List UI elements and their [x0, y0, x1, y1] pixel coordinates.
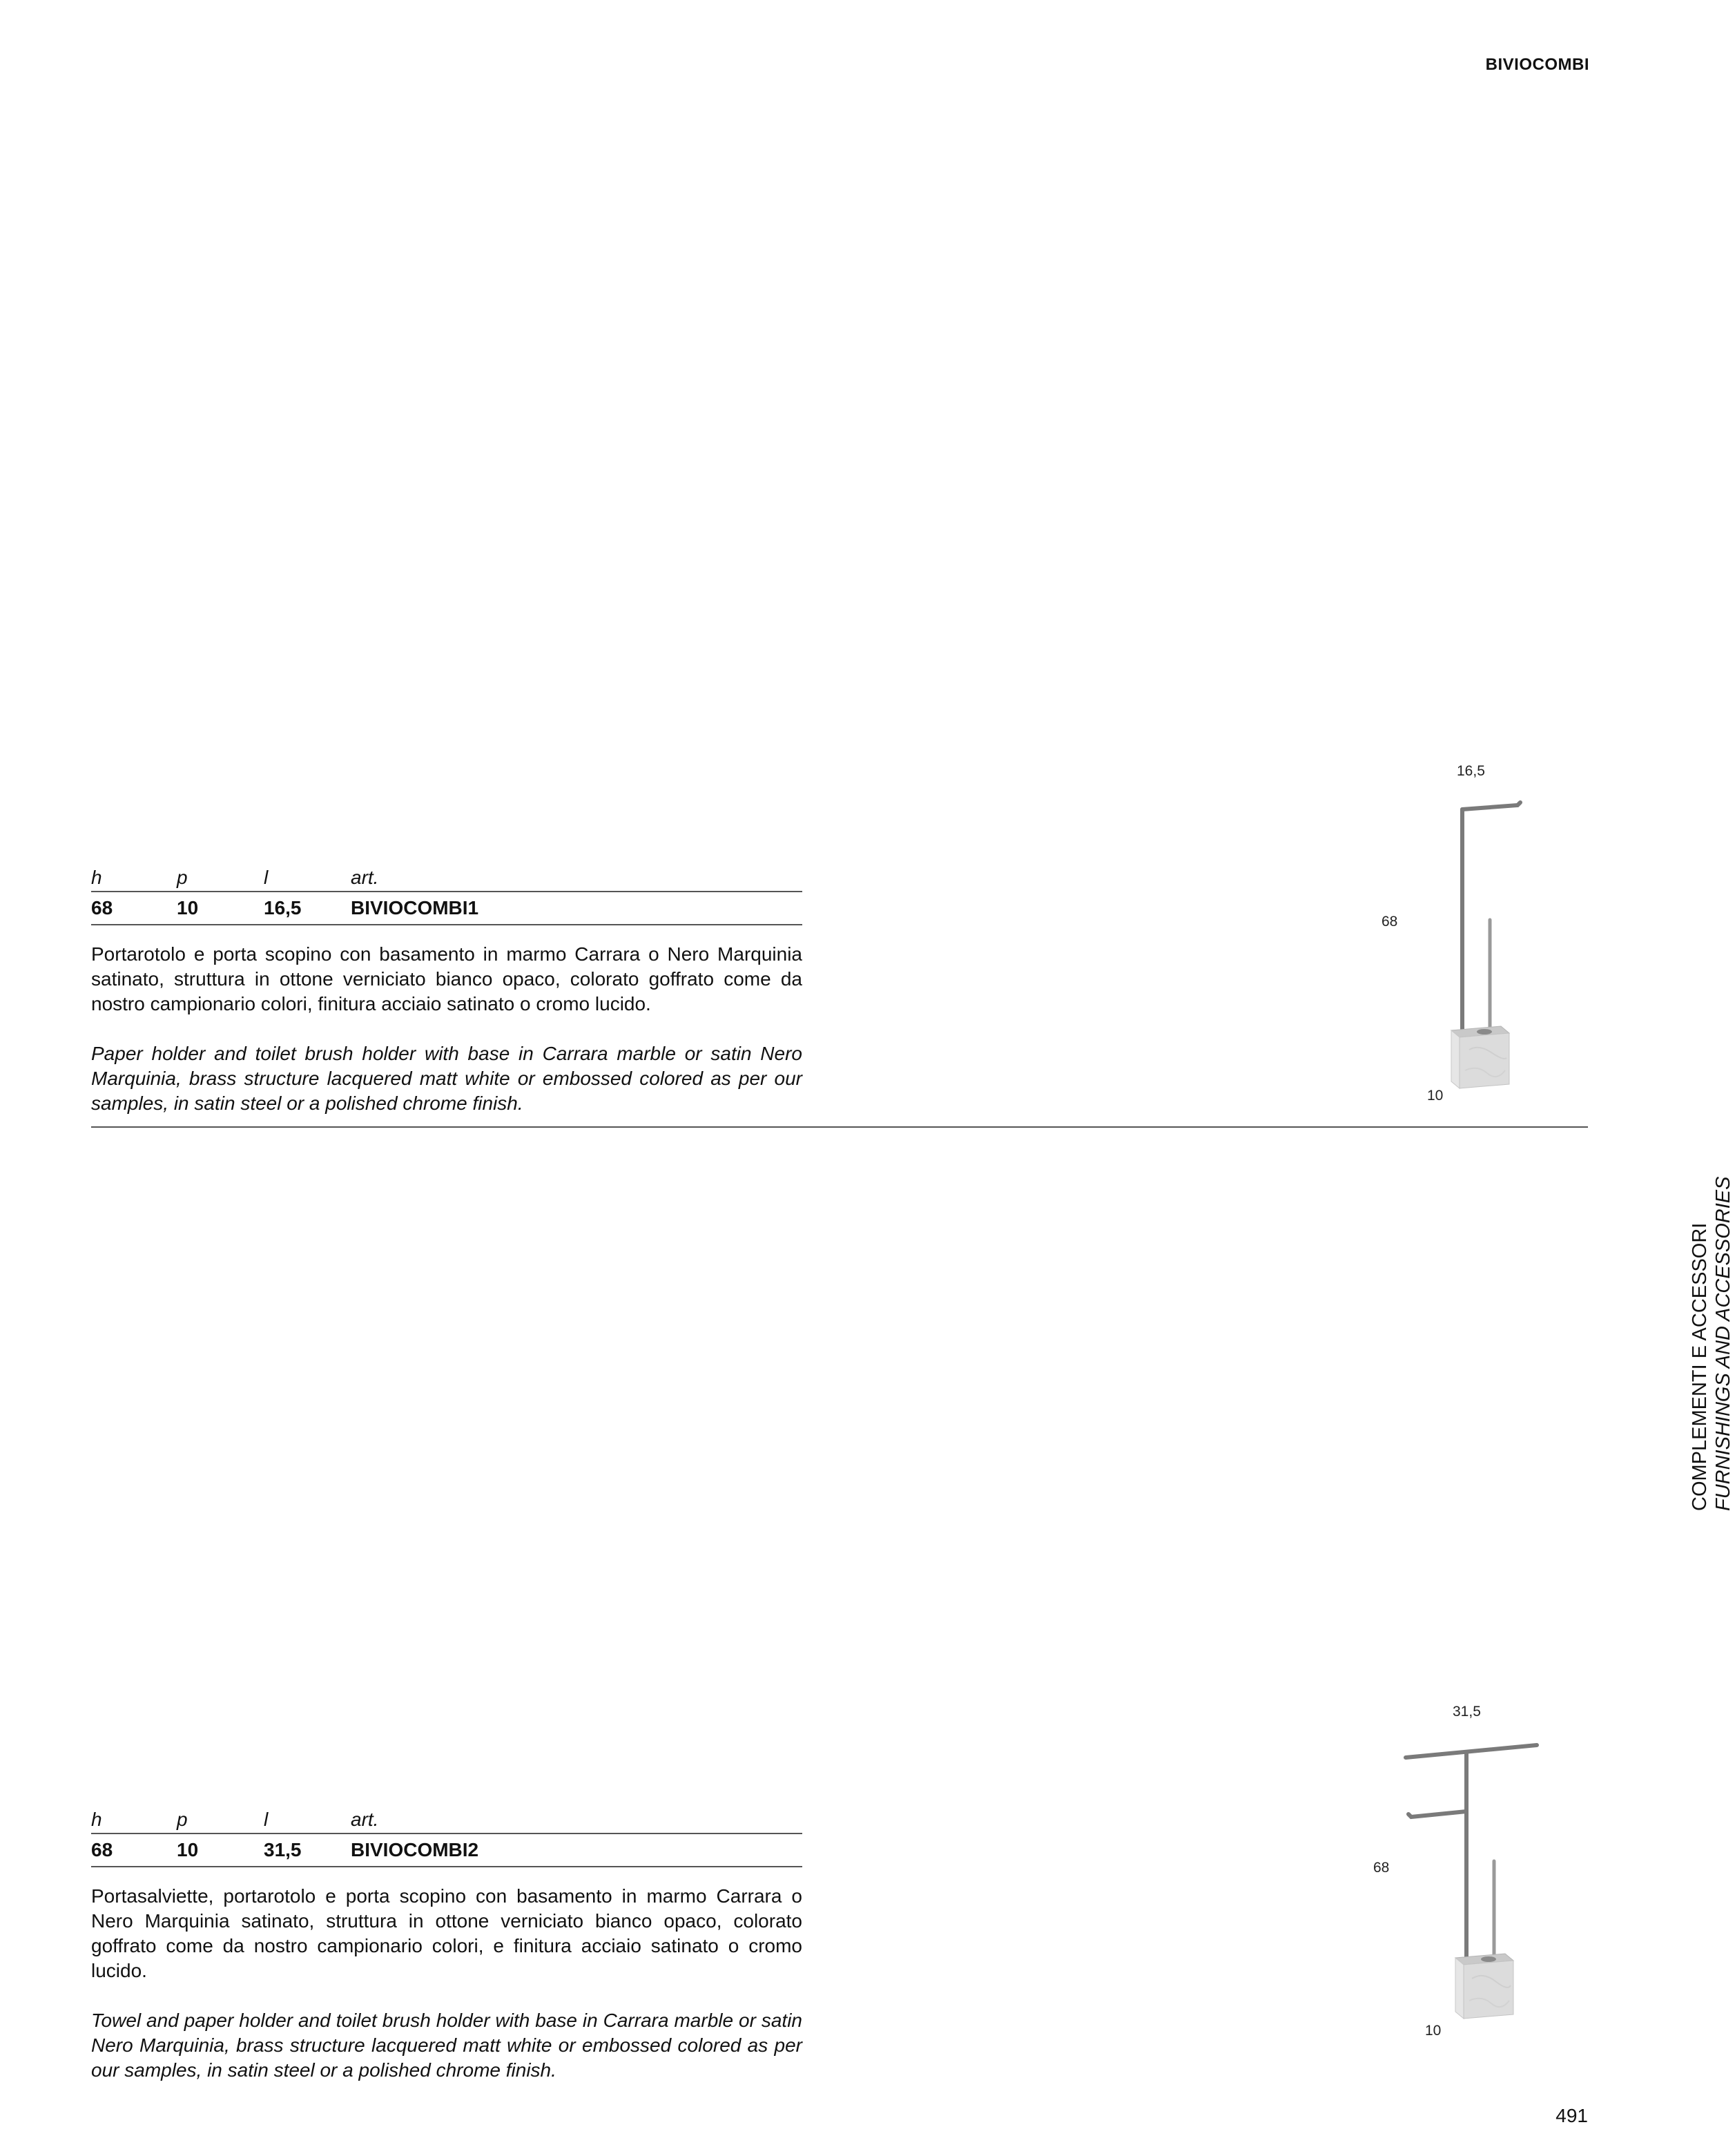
cell-p: 10	[177, 897, 199, 918]
cell-l: 31,5	[264, 1839, 302, 1860]
col-header-h: h	[91, 867, 102, 888]
dimension-height-label: 68	[1373, 1860, 1390, 1876]
spec-table-header	[91, 865, 802, 892]
product-drawing-biviocombi1	[1436, 787, 1533, 1105]
col-header-p: p	[177, 1809, 188, 1830]
description-italian: Portasalviette, portarotolo e porta scopino con basamento in marmo Carrara o Nero Marquinia satinato, struttura in ottone verniciato bianco opaco, colorato goffrato come da nostro campionario colori, e finitura acciaio satinato o cromo lucido.	[91, 1885, 802, 1981]
col-header-l: l	[264, 1809, 269, 1830]
cell-art: BIVIOCOMBI1	[351, 897, 479, 918]
section-divider	[91, 1126, 1588, 1128]
page-number: 491	[1555, 2105, 1588, 2126]
cell-p: 10	[177, 1839, 199, 1860]
dimension-width-label: 31,5	[1453, 1704, 1481, 1720]
description-english: Paper holder and toilet brush holder with base in Carrara marble or satin Nero Marquinia, brass structure lacquered matt white or embossed colored as per our samples, in satin steel or a polished chrome finish.	[91, 1043, 802, 1114]
spec-table-row	[91, 1834, 802, 1867]
col-header-p: p	[177, 867, 188, 888]
side-label-italian: COMPLEMENTI E ACCESSORI	[1689, 1222, 1711, 1511]
spec-table-row	[91, 892, 802, 925]
col-header-l: l	[264, 867, 269, 888]
description-italian: Portarotolo e porta scopino con basamento in marmo Carrara o Nero Marquinia satinato, struttura in ottone verniciato bianco opaco, colorato goffrato come da nostro campionario colori, finitura acciaio satinato o cromo lucido.	[91, 943, 802, 1014]
dimension-height-label: 68	[1382, 914, 1398, 930]
spec-table-biviocombi1	[91, 865, 802, 925]
side-section-label	[1688, 1176, 1735, 1511]
product-drawing-biviocombi2	[1395, 1730, 1547, 2041]
cell-h: 68	[91, 897, 113, 918]
spec-table-biviocombi2	[91, 1807, 802, 1867]
dimension-depth-label: 10	[1427, 1088, 1444, 1104]
col-header-h: h	[91, 1809, 102, 1830]
col-header-art: art.	[351, 1809, 379, 1830]
cell-h: 68	[91, 1839, 113, 1860]
spec-table-header	[91, 1807, 802, 1834]
dimension-width-label: 16,5	[1457, 763, 1485, 779]
page-header-title: BIVIOCOMBI	[1485, 55, 1589, 74]
dimension-depth-label: 10	[1425, 2023, 1442, 2039]
description-biviocombi2	[91, 1884, 802, 2083]
side-label-english: FURNISHINGS AND ACCESSORIES	[1712, 1176, 1734, 1511]
cell-l: 16,5	[264, 897, 302, 918]
col-header-art: art.	[351, 867, 379, 888]
cell-art: BIVIOCOMBI2	[351, 1839, 479, 1860]
description-biviocombi1	[91, 942, 802, 1116]
description-english: Towel and paper holder and toilet brush holder with base in Carrara marble or satin Nero Marquinia, brass structure lacquered matt white or embossed colored as per our samples, in satin steel or a polished chrome finish.	[91, 2010, 802, 2081]
